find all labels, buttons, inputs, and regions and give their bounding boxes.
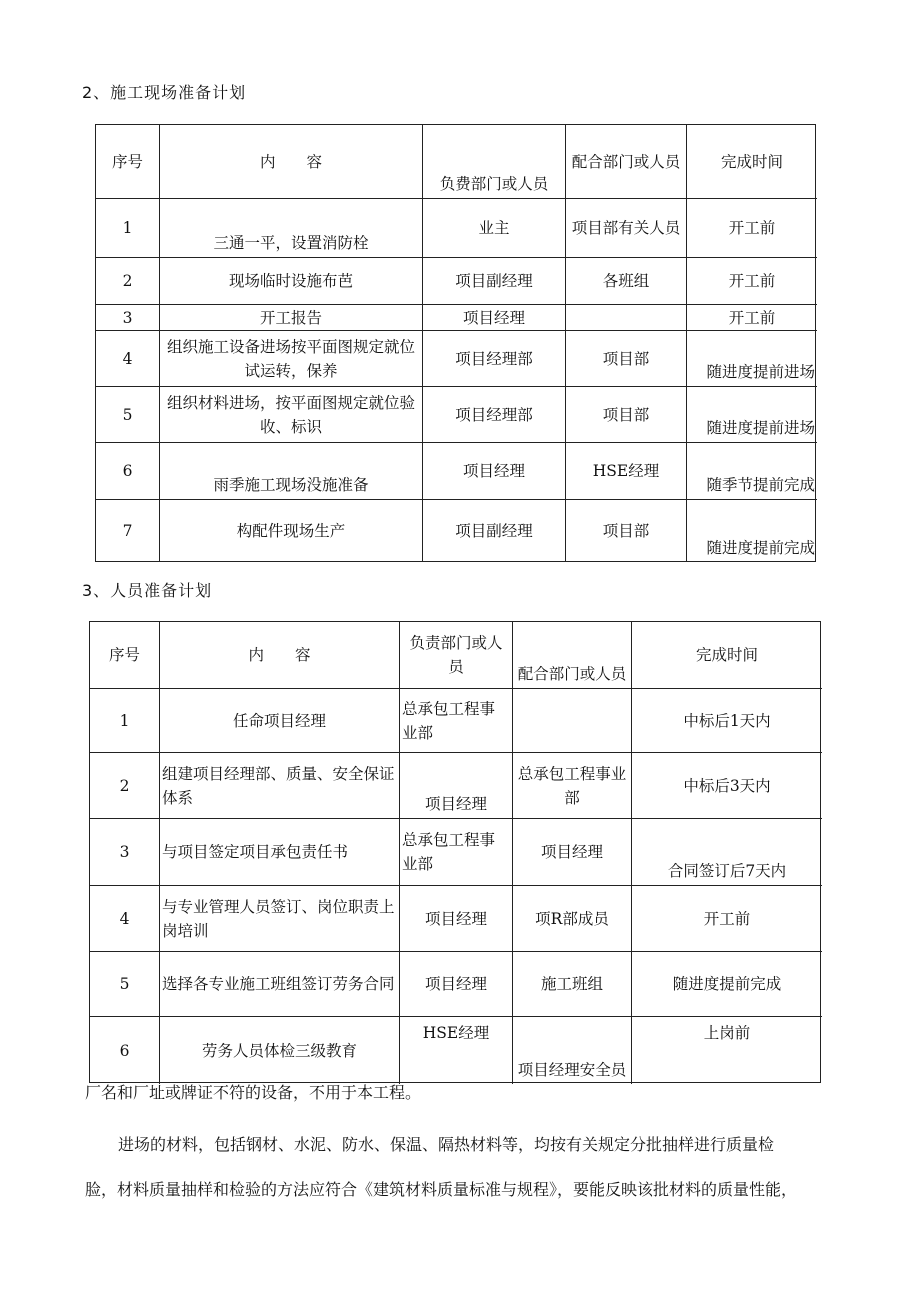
header-index-text: 序号 xyxy=(108,646,140,664)
row-3-completion-time-cell xyxy=(632,819,822,886)
row-2-completion-time-cell xyxy=(632,753,822,819)
row-completion-time-text: 开工前 xyxy=(728,308,776,327)
header-index-cell xyxy=(96,125,160,199)
row-3-completion-time-cell xyxy=(687,305,817,331)
row-4-content-cell xyxy=(160,331,423,387)
row-6-cooperating-cell xyxy=(513,1017,632,1084)
row-1-index-cell xyxy=(96,199,160,258)
row-completion-time-text: 合同签订后7天内 xyxy=(667,862,787,880)
row-completion-time-text: 随进度提前进场 xyxy=(706,419,815,437)
paragraph-line-1: 厂名和厂址或牌证不符的设备，不用于本工程。 xyxy=(85,1083,422,1102)
row-index-text: 2 xyxy=(122,272,133,290)
row-6-completion-time-cell xyxy=(632,1017,822,1084)
row-responsible-text: 总承包工程事业部 xyxy=(402,699,496,742)
header-cooperating-cell xyxy=(566,125,687,199)
row-5-index-cell xyxy=(96,387,160,443)
row-cooperating-text: 项目部 xyxy=(602,405,650,424)
header-completion-time-cell xyxy=(632,622,822,689)
row-index-text: 1 xyxy=(119,711,130,730)
row-4-content-cell xyxy=(160,886,400,952)
row-content-text: 开工报告 xyxy=(259,308,322,327)
row-completion-time-text: 中标后1天内 xyxy=(683,711,771,730)
row-cooperating-text: 项目部 xyxy=(602,349,650,368)
row-6-responsible-cell xyxy=(423,443,566,500)
row-2-content-cell xyxy=(160,258,423,305)
row-5-content-cell xyxy=(160,387,423,443)
header-content-cell xyxy=(160,622,400,689)
row-1-cooperating-cell xyxy=(513,689,632,753)
row-5-completion-time-cell xyxy=(632,952,822,1017)
row-6-index-cell xyxy=(90,1017,160,1084)
row-3-responsible-cell xyxy=(400,819,513,886)
row-1-completion-time-cell xyxy=(632,689,822,753)
row-cooperating-text: 项目经理 xyxy=(540,843,603,861)
row-content-text: 雨季施工现场没施准备 xyxy=(213,476,369,494)
row-cooperating-text: 各班组 xyxy=(602,272,650,290)
row-responsible-text: 项目经理部 xyxy=(455,349,533,368)
header-responsible-text: 负责部门或人员 xyxy=(409,634,503,676)
row-completion-time-text: 开工前 xyxy=(728,219,776,237)
header-index-cell xyxy=(90,622,160,689)
row-6-index-cell xyxy=(96,443,160,500)
row-7-cooperating-cell xyxy=(566,500,687,562)
row-responsible-text: 项目经理 xyxy=(424,975,487,993)
row-completion-time-text: 随季节提前完成 xyxy=(706,476,815,494)
header-responsible-cell xyxy=(423,125,566,199)
row-6-content-cell xyxy=(160,443,423,500)
row-3-content-cell xyxy=(160,819,400,886)
row-7-content-cell xyxy=(160,500,423,562)
header-content-text: 内 容 xyxy=(248,646,311,664)
row-1-completion-time-cell xyxy=(687,199,817,258)
row-responsible-text: 项目副经理 xyxy=(455,272,533,290)
row-responsible-text: 项目经理 xyxy=(424,909,487,928)
header-cooperating-text: 配合部门或人员 xyxy=(571,152,681,171)
row-content-text: 选择各专业施工班组签订劳务合同 xyxy=(162,975,395,993)
row-cooperating-text: 项目部有关人员 xyxy=(571,219,681,237)
row-1-content-cell xyxy=(160,199,423,258)
row-index-text: 4 xyxy=(119,909,130,928)
row-2-responsible-cell xyxy=(400,753,513,819)
row-3-content-cell xyxy=(160,305,423,331)
row-content-text: 构配件现场生产 xyxy=(236,522,346,540)
row-responsible-text: 总承包工程事业部 xyxy=(402,831,496,873)
row-index-text: 1 xyxy=(122,219,133,237)
row-content-text: 组织施工设备进场按平面图规定就位试运转，保养 xyxy=(166,337,415,380)
row-2-cooperating-cell xyxy=(513,753,632,819)
personnel-preparation-table xyxy=(89,621,821,1083)
row-3-index-cell xyxy=(90,819,160,886)
header-completion-time-cell xyxy=(687,125,817,199)
row-index-text: 2 xyxy=(119,776,130,795)
row-index-text: 3 xyxy=(119,843,130,861)
header-cooperating-text: 配合部门或人员 xyxy=(517,665,627,683)
row-index-text: 5 xyxy=(119,975,130,993)
section3-heading: 3、人员准备计划 xyxy=(82,581,213,600)
row-1-responsible-cell xyxy=(423,199,566,258)
row-content-text: 组建项目经理部、质量、安全保证体系 xyxy=(162,764,395,807)
row-4-completion-time-cell xyxy=(632,886,822,952)
row-cooperating-text: 项目部 xyxy=(602,522,650,540)
header-completion-time-text: 完成时间 xyxy=(720,152,783,171)
row-responsible-text: HSE经理 xyxy=(422,1024,490,1042)
row-responsible-text: 项目经理 xyxy=(462,462,525,480)
row-2-completion-time-cell xyxy=(687,258,817,305)
row-7-completion-time-cell xyxy=(687,500,817,562)
row-7-responsible-cell xyxy=(423,500,566,562)
row-responsible-text: 项目经理 xyxy=(462,308,525,327)
row-completion-time-text: 开工前 xyxy=(728,272,776,290)
row-5-completion-time-cell xyxy=(687,387,817,443)
paragraph-line-3: 脸，材料质量抽样和检验的方法应符合《建筑材料质量标准与规程》，要能反映该批材料的质量性能， xyxy=(85,1180,798,1199)
row-4-cooperating-cell xyxy=(566,331,687,387)
row-index-text: 6 xyxy=(122,462,133,480)
row-content-text: 三通一平，设置消防栓 xyxy=(213,234,369,252)
row-cooperating-text: HSE经理 xyxy=(592,462,660,480)
row-3-cooperating-cell xyxy=(566,305,687,331)
row-content-text: 现场临时设施布芭 xyxy=(228,272,353,290)
header-completion-time-text: 完成时间 xyxy=(695,646,758,664)
row-5-cooperating-cell xyxy=(566,387,687,443)
row-6-completion-time-cell xyxy=(687,443,817,500)
row-4-cooperating-cell xyxy=(513,886,632,952)
row-completion-time-text: 开工前 xyxy=(703,909,751,928)
row-1-responsible-cell xyxy=(400,689,513,753)
row-2-cooperating-cell xyxy=(566,258,687,305)
row-6-responsible-cell xyxy=(400,1017,513,1084)
header-responsible-cell xyxy=(400,622,513,689)
row-completion-time-text: 随进度提前进场 xyxy=(706,363,815,381)
row-2-responsible-cell xyxy=(423,258,566,305)
row-6-content-cell xyxy=(160,1017,400,1084)
row-content-text: 与专业管理人员签订、岗位职责上岗培训 xyxy=(162,897,395,940)
row-7-index-cell xyxy=(96,500,160,562)
row-1-index-cell xyxy=(90,689,160,753)
row-cooperating-text: 项R部成员 xyxy=(535,909,609,928)
row-responsible-text: 项目副经理 xyxy=(455,522,533,540)
row-responsible-text: 业主 xyxy=(478,219,510,237)
row-index-text: 7 xyxy=(122,522,133,540)
row-2-index-cell xyxy=(90,753,160,819)
header-cooperating-cell xyxy=(513,622,632,689)
row-3-index-cell xyxy=(96,305,160,331)
row-index-text: 5 xyxy=(122,405,133,424)
header-content-text: 内 容 xyxy=(259,152,322,171)
row-content-text: 与项目签定项目承包责任书 xyxy=(162,843,349,861)
row-3-responsible-cell xyxy=(423,305,566,331)
row-4-responsible-cell xyxy=(400,886,513,952)
row-6-cooperating-cell xyxy=(566,443,687,500)
row-cooperating-text: 项目经理安全员 xyxy=(517,1061,627,1079)
row-completion-time-text: 上岗前 xyxy=(703,1024,751,1042)
row-4-index-cell xyxy=(96,331,160,387)
row-completion-time-text: 随进度提前完成 xyxy=(672,975,782,993)
row-cooperating-text: 总承包工程事业部 xyxy=(517,764,627,807)
row-content-text: 任命项目经理 xyxy=(232,711,326,730)
row-3-cooperating-cell xyxy=(513,819,632,886)
header-index-text: 序号 xyxy=(111,152,143,171)
row-2-index-cell xyxy=(96,258,160,305)
row-5-content-cell xyxy=(160,952,400,1017)
row-responsible-text: 项目经理部 xyxy=(455,405,533,424)
row-index-text: 3 xyxy=(122,308,133,327)
row-responsible-text: 项目经理 xyxy=(424,795,487,813)
row-2-content-cell xyxy=(160,753,400,819)
row-1-cooperating-cell xyxy=(566,199,687,258)
row-5-responsible-cell xyxy=(423,387,566,443)
paragraph-line-2: 进场的材料，包括钢材、水泥、防水、保温、隔热材料等，均按有关规定分批抽样进行质量检 xyxy=(118,1135,775,1154)
row-index-text: 6 xyxy=(119,1041,130,1060)
row-cooperating-text: 施工班组 xyxy=(540,975,603,993)
section2-heading: 2、施工现场准备计划 xyxy=(82,83,247,102)
row-completion-time-text: 中标后3天内 xyxy=(683,776,771,795)
row-4-responsible-cell xyxy=(423,331,566,387)
header-content-cell xyxy=(160,125,423,199)
row-1-content-cell xyxy=(160,689,400,753)
row-4-index-cell xyxy=(90,886,160,952)
row-index-text: 4 xyxy=(122,349,133,368)
row-5-cooperating-cell xyxy=(513,952,632,1017)
row-5-index-cell xyxy=(90,952,160,1017)
row-4-completion-time-cell xyxy=(687,331,817,387)
row-content-text: 劳务人员体检三级教育 xyxy=(201,1041,357,1060)
site-preparation-table xyxy=(95,124,816,562)
row-5-responsible-cell xyxy=(400,952,513,1017)
row-content-text: 组织材料进场，按平面图规定就位验收、标识 xyxy=(166,393,415,436)
row-completion-time-text: 随进度提前完成 xyxy=(706,539,815,557)
header-responsible-text: 负费部门或人员 xyxy=(439,175,549,193)
